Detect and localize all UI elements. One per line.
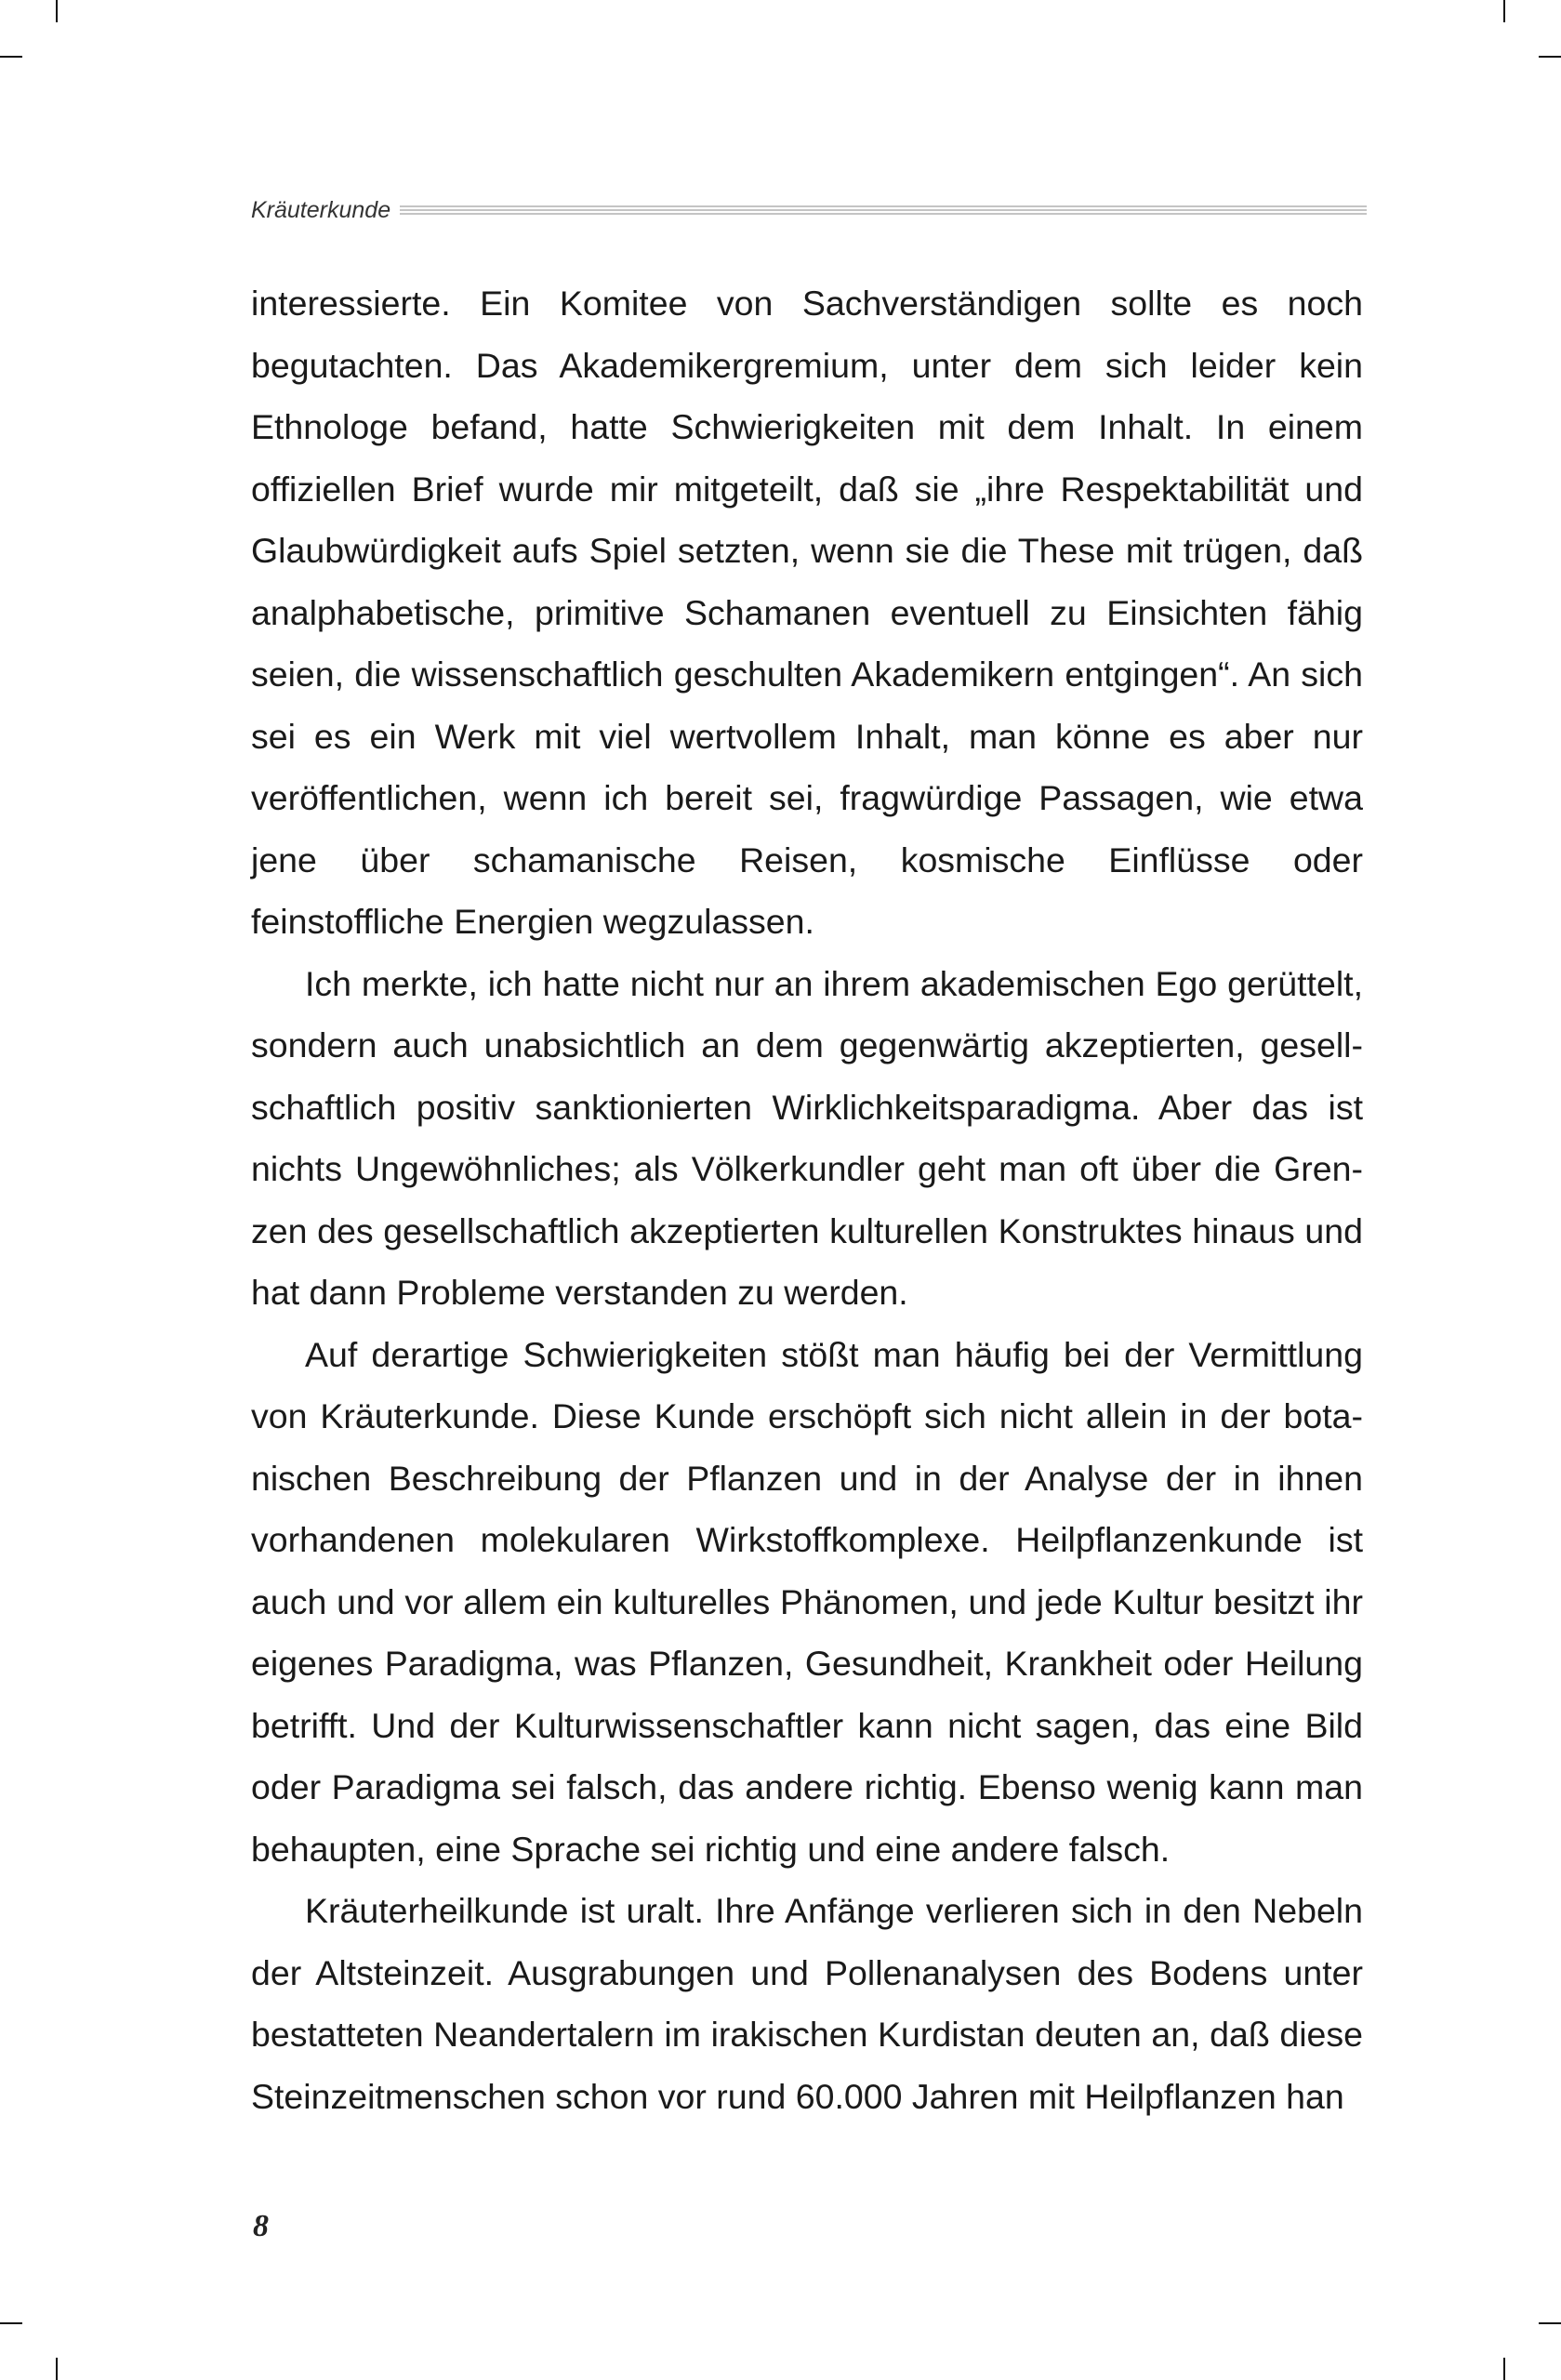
crop-mark-left-top (0, 56, 22, 58)
crop-mark-bottom-left (56, 2358, 58, 2380)
crop-mark-right-top (1539, 56, 1561, 58)
page-number: 8 (253, 2209, 269, 2243)
running-header-title: Kräuterkunde (251, 196, 391, 223)
paragraph: Kräuterheilkunde ist uralt. Ihre Anfänge verlieren sich in den Nebeln der Altsteinzeit. Ausgrabungen und Pollenanalysen des Bodens unter bestatteten Neandertalern im irakischen Kurdistan deuten an, daß diese Steinzeitmenschen schon vor rund 60.000 Jahren mit Heilpflanzen han (251, 1891, 1363, 2116)
crop-mark-right-bottom (1539, 2322, 1561, 2324)
paragraph: Ich merkte, ich hatte nicht nur an ihrem akademischen Ego gerüttelt, sondern auch unabsichtlich an dem gegenwärtig akzeptierten, gesellschaftlich positiv sanktionierten Wirklichkeitsparadigma. Aber das ist nichts Ungewöhnliches; als Völkerkundler geht man oft über die Grenzen des gesellschaftlich akzeptierten kulturellen Konstruktes hinaus und hat dann Probleme verstanden zu werden. (251, 963, 1363, 1312)
paragraph: interessierte. Ein Komitee von Sachverständigen sollte es noch begutachten. Das Akademikergremium, unter dem sich leider kein Ethnologe befand, hatte Schwierigkeiten mit dem Inhalt. In einem offiziellen Brief wurde mir mitgeteilt, daß sie „ihre Respektabilität und Glaubwürdigkeit aufs Spiel setzten, wenn sie die These mit trügen, daß analphabetische, primitive Schamanen eventuell zu Einsichten fähig seien, die wissenschaftlich geschulten Akademikern entgingen“. An sich sei es ein Werk mit viel wertvollem Inhalt, man könne es aber nur veröffentlichen, wenn ich bereit sei, fragwürdige Passagen, wie etwa jene über schamanische Reisen, kosmische Einflüsse oder feinstoffliche Energien wegzulassen. (251, 284, 1363, 941)
paragraph: Auf derartige Schwierigkeiten stößt man häufig bei der Vermittlung von Kräuterkunde. Diese Kunde erschöpft sich nicht allein in der botanischen Beschreibung der Pflanzen und in der Analyse der in ihnen vorhandenen molekularen Wirkstoffkomplexe. Heilpflanzenkunde ist auch und vor allem ein kulturelles Phänomen, und jede Kultur besitzt ihr eigenes Paradigma, was Pflanzen, Gesundheit, Krankheit oder Heilung betrifft. Und der Kulturwissenschaftler kann nicht sagen, das eine Bild oder Paradigma sei falsch, das andere richtig. Ebenso wenig kann man behaupten, eine Sprache sei richtig und eine andere falsch. (251, 1334, 1363, 1869)
header-rule (400, 205, 1367, 215)
crop-mark-top-right (1503, 0, 1505, 22)
running-header (251, 193, 1367, 227)
crop-mark-bottom-right (1503, 2358, 1505, 2380)
crop-mark-left-bottom (0, 2322, 22, 2324)
body-text (251, 272, 1363, 2127)
crop-mark-top-left (56, 0, 58, 22)
